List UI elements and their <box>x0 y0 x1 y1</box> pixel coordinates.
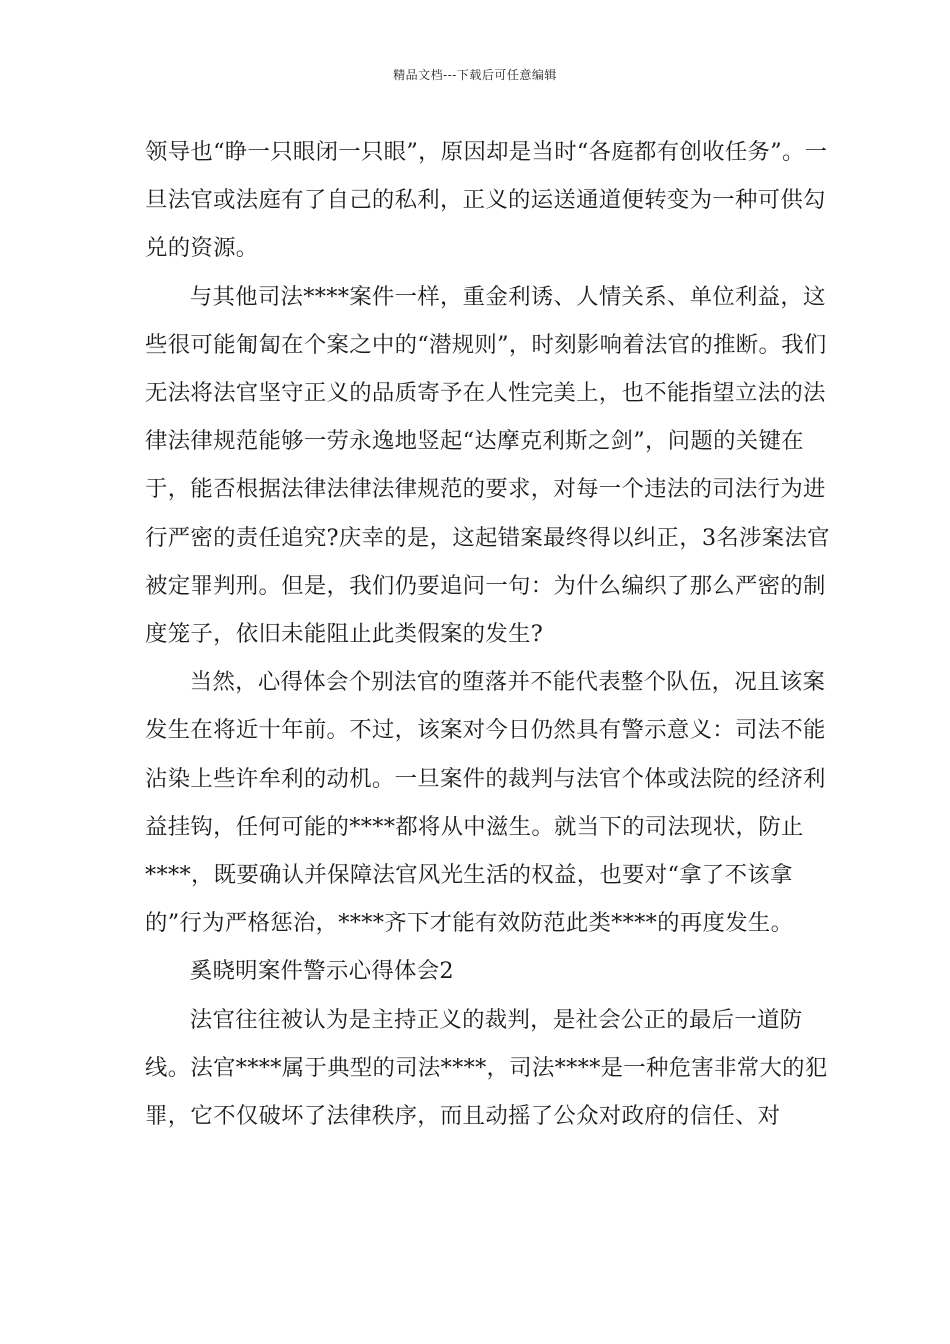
section-heading: 奚晓明案件警示心得体会2 <box>189 958 454 985</box>
page-header: 精品文档---下载后可任意编辑 <box>393 68 557 82</box>
document-body <box>145 128 835 1140</box>
paragraph-1: 领导也“睁一只眼闭一只眼”，原因却是当时“各庭都有创收任务”。一旦法官或法庭有了自己的私利，正义的运送通道便转变为一种可供勾兑的资源。 <box>145 139 828 262</box>
paragraph-3: 当然，心得体会个别法官的堕落并不能代表整个队伍，况且该案发生在将近十年前。不过，该案对今日仍然具有警示意义：司法不能沾染上些许牟利的动机。一旦案件的裁判与法官个体或法院的经济利益挂钩，任何可能的****都将从中滋生。就当下的司法现状，防止****，既要确认并保障法官风光生活的权益，也要对“拿了不该拿的”行为严格惩治，****齐下才能有效防范此类****的再度发生。 <box>145 669 826 937</box>
paragraph-4: 法官往往被认为是主持正义的裁判，是社会公正的最后一道防线。法官****属于典型的司法****，司法****是一种危害非常大的犯罪，它不仅破坏了法律秩序，而且动摇了公众对政府的信任、对 <box>145 1006 828 1130</box>
paragraph-2: 与其他司法****案件一样，重金利诱、人情关系、单位利益，这些很可能匍匐在个案之中的“潜规则”，时刻影响着法官的推断。我们无法将法官坚守正义的品质寄予在人性完美上，也不能指望立法的法律法律规范能够一劳永逸地竖起“达摩克利斯之剑”，问题的关键在于，能否根据法律法律法律规范的要求，对每一个违法的司法行为进行严密的责任追究?庆幸的是，这起错案最终得以纠正，3名涉案法官被定罪判刑。但是，我们仍要追问一句：为什么编织了那么严密的制度笼子，依旧未能阻止此类假案的发生? <box>145 283 830 648</box>
